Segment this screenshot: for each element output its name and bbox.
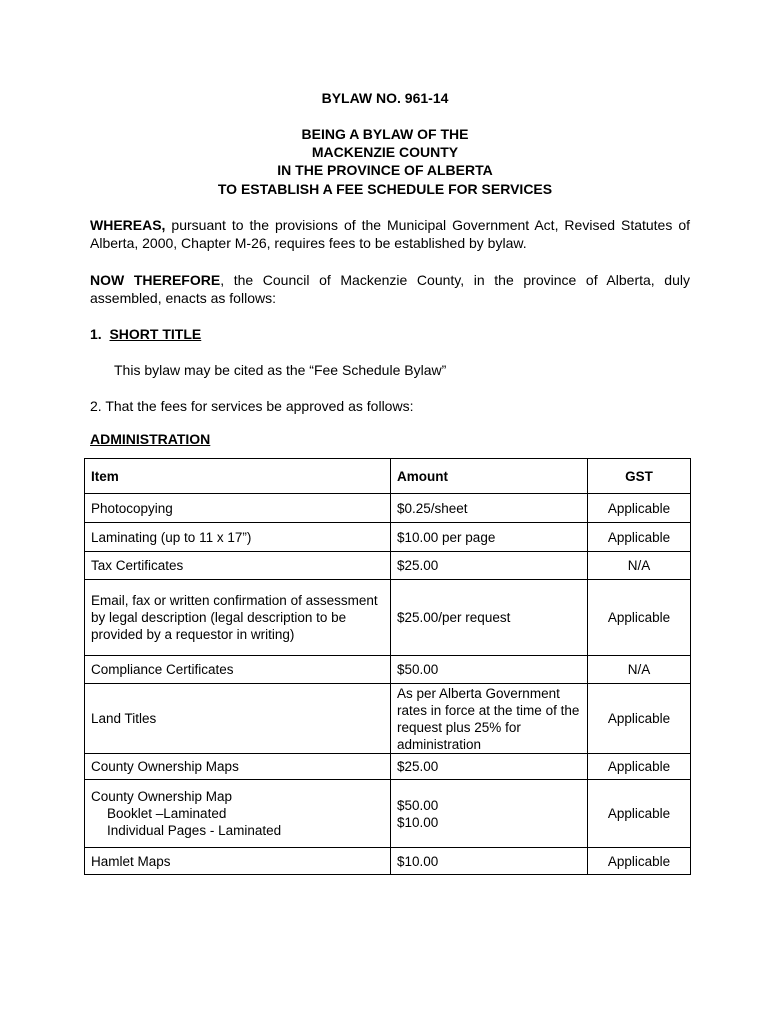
cell-amount: $25.00 bbox=[391, 552, 588, 580]
cell-gst: Applicable bbox=[588, 848, 691, 875]
whereas-text: pursuant to the provisions of the Municipal Government Act, Revised Statutes of Alberta, 2000, Chapter M-26, requires fees to be established by bylaw. bbox=[90, 217, 690, 251]
title-line-2: MACKENZIE COUNTY bbox=[311, 144, 459, 160]
cell-amount: $0.25/sheet bbox=[391, 494, 588, 523]
cell-amount: $25.00 bbox=[391, 754, 588, 780]
cell-item: Compliance Certificates bbox=[85, 656, 391, 684]
cell-amount-pages: $10.00 bbox=[397, 814, 439, 830]
cell-item: Laminating (up to 11 x 17”) bbox=[85, 523, 391, 552]
cell-item: Hamlet Maps bbox=[85, 848, 391, 875]
header-item: Item bbox=[85, 459, 391, 494]
cell-amount: $50.00 bbox=[391, 656, 588, 684]
now-therefore-lead: NOW THEREFORE bbox=[90, 272, 221, 288]
whereas-lead: WHEREAS, bbox=[90, 217, 166, 233]
table-row bbox=[85, 494, 691, 523]
table-row bbox=[85, 848, 691, 875]
cell-item: County Ownership Maps bbox=[85, 754, 391, 780]
title-line-1: BEING A BYLAW OF THE bbox=[301, 126, 469, 142]
cell-item-main: County Ownership Map bbox=[91, 789, 233, 804]
cell-gst: Applicable bbox=[588, 580, 691, 656]
section-1-heading bbox=[90, 325, 201, 343]
cell-gst: Applicable bbox=[588, 780, 691, 848]
cell-gst: Applicable bbox=[588, 684, 691, 754]
cell-gst: N/A bbox=[588, 552, 691, 580]
table-header-row bbox=[85, 459, 691, 494]
section-2-text: 2. That the fees for services be approved as follows: bbox=[90, 398, 414, 414]
short-title-text: This bylaw may be cited as the “Fee Schedule Bylaw” bbox=[114, 362, 447, 378]
cell-item-sub-booklet: Booklet –Laminated bbox=[107, 806, 227, 821]
cell-gst: Applicable bbox=[588, 754, 691, 780]
cell-gst: Applicable bbox=[588, 494, 691, 523]
table-row bbox=[85, 523, 691, 552]
administration-heading: ADMINISTRATION bbox=[90, 431, 211, 447]
cell-item: Email, fax or written confirmation of assessment by legal description (legal description to be provided by a requestor in writing) bbox=[85, 580, 391, 656]
cell-amount: $10.00 per page bbox=[391, 523, 588, 552]
whereas-paragraph bbox=[90, 216, 690, 252]
table-row bbox=[85, 552, 691, 580]
cell-item bbox=[85, 780, 391, 848]
cell-gst: N/A bbox=[588, 656, 691, 684]
cell-amount: As per Alberta Government rates in force at the time of the request plus 25% for administration bbox=[391, 684, 588, 754]
table-row bbox=[85, 580, 691, 656]
header-amount: Amount bbox=[391, 459, 588, 494]
title-line-4: TO ESTABLISH A FEE SCHEDULE FOR SERVICES bbox=[217, 181, 553, 197]
cell-amount-booklet: $50.00 bbox=[397, 797, 439, 813]
header-gst: GST bbox=[588, 459, 691, 494]
title-line-3: IN THE PROVINCE OF ALBERTA bbox=[277, 162, 493, 178]
fee-table bbox=[84, 458, 691, 875]
now-therefore-paragraph bbox=[90, 271, 690, 307]
section-1-title: SHORT TITLE bbox=[109, 326, 202, 342]
cell-amount: $25.00/per request bbox=[391, 580, 588, 656]
section-1-number: 1. bbox=[90, 326, 102, 342]
table-row bbox=[85, 754, 691, 780]
table-row bbox=[85, 780, 691, 848]
cell-item: Tax Certificates bbox=[85, 552, 391, 580]
cell-item: Photocopying bbox=[85, 494, 391, 523]
table-row bbox=[85, 684, 691, 754]
now-therefore-text: , the Council of Mackenzie County, in the province of Alberta, duly assembled, enacts as follows: bbox=[90, 272, 690, 306]
bylaw-number: BYLAW NO. 961-14 bbox=[321, 90, 449, 106]
cell-item: Land Titles bbox=[85, 684, 391, 754]
cell-amount: $10.00 bbox=[391, 848, 588, 875]
table-row bbox=[85, 656, 691, 684]
cell-gst: Applicable bbox=[588, 523, 691, 552]
cell-item-sub-pages: Individual Pages - Laminated bbox=[107, 823, 282, 838]
cell-amount bbox=[391, 780, 588, 848]
